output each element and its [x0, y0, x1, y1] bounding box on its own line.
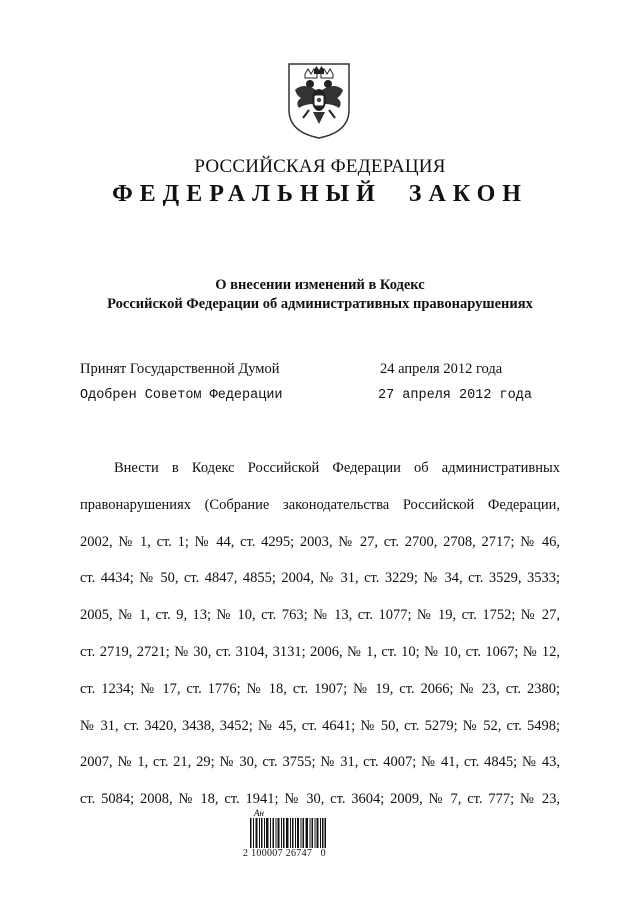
body-line: ст. 5084; 2008, № 18, ст. 1941; № 30, ст. 3604; 2009, № 7, ст. 777; № 23, — [80, 791, 560, 808]
body-line: правонарушениях (Собрание законодательства Российской Федерации, — [80, 496, 560, 513]
body-line: Внести в Кодекс Российской Федерации об административных — [114, 460, 560, 476]
law-body-text — [80, 456, 560, 824]
body-line: ст. 1234; № 17, ст. 1776; № 18, ст. 1907; № 19, ст. 2066; № 23, ст. 2380; — [80, 680, 560, 697]
document-type-heading: ФЕДЕРАЛЬНЫЙ ЗАКОН — [112, 181, 528, 207]
barcode-icon — [250, 818, 326, 848]
body-line: № 31, ст. 3420, 3438, 3452; № 45, ст. 4641; № 50, ст. 5279; № 52, ст. 5498; — [80, 717, 560, 734]
council-approval-label: Одобрен Советом Федерации — [80, 388, 283, 403]
body-line: 2007, № 1, ст. 21, 29; № 30, ст. 3755; № 31, ст. 4007; № 41, ст. 4845; № 43, — [80, 754, 560, 771]
document-barcode — [240, 808, 360, 862]
council-approval-date: 27 апреля 2012 года — [378, 388, 532, 403]
barcode-number: 2 100007 26747 0 — [243, 848, 326, 859]
body-line: 2002, № 1, ст. 1; № 44, ст. 4295; 2003, № 27, ст. 2700, 2708, 2717; № 46, — [80, 533, 560, 550]
body-line: ст. 2719, 2721; № 30, ст. 3104, 3131; 2006, № 1, ст. 10; № 10, ст. 1067; № 12, — [80, 643, 560, 660]
law-title-line-2: Российской Федерации об административных правонарушениях — [107, 296, 533, 312]
duma-adoption-date: 24 апреля 2012 года — [380, 361, 503, 377]
country-name: РОССИЙСКАЯ ФЕДЕРАЦИЯ — [194, 156, 446, 177]
body-line: ст. 4434; № 50, ст. 4847, 4855; 2004, № 31, ст. 3229; № 34, ст. 3529, 3533; — [80, 570, 560, 587]
law-title-line-1: О внесении изменений в Кодекс — [215, 277, 425, 293]
coat-of-arms-icon — [283, 60, 355, 140]
body-line: 2005, № 1, ст. 9, 13; № 10, ст. 763; № 13, ст. 1077; № 19, ст. 1752; № 27, — [80, 607, 560, 624]
law-title — [0, 276, 640, 314]
duma-adoption-label: Принят Государственной Думой — [80, 361, 280, 377]
handwritten-mark: Ан — [254, 808, 264, 818]
